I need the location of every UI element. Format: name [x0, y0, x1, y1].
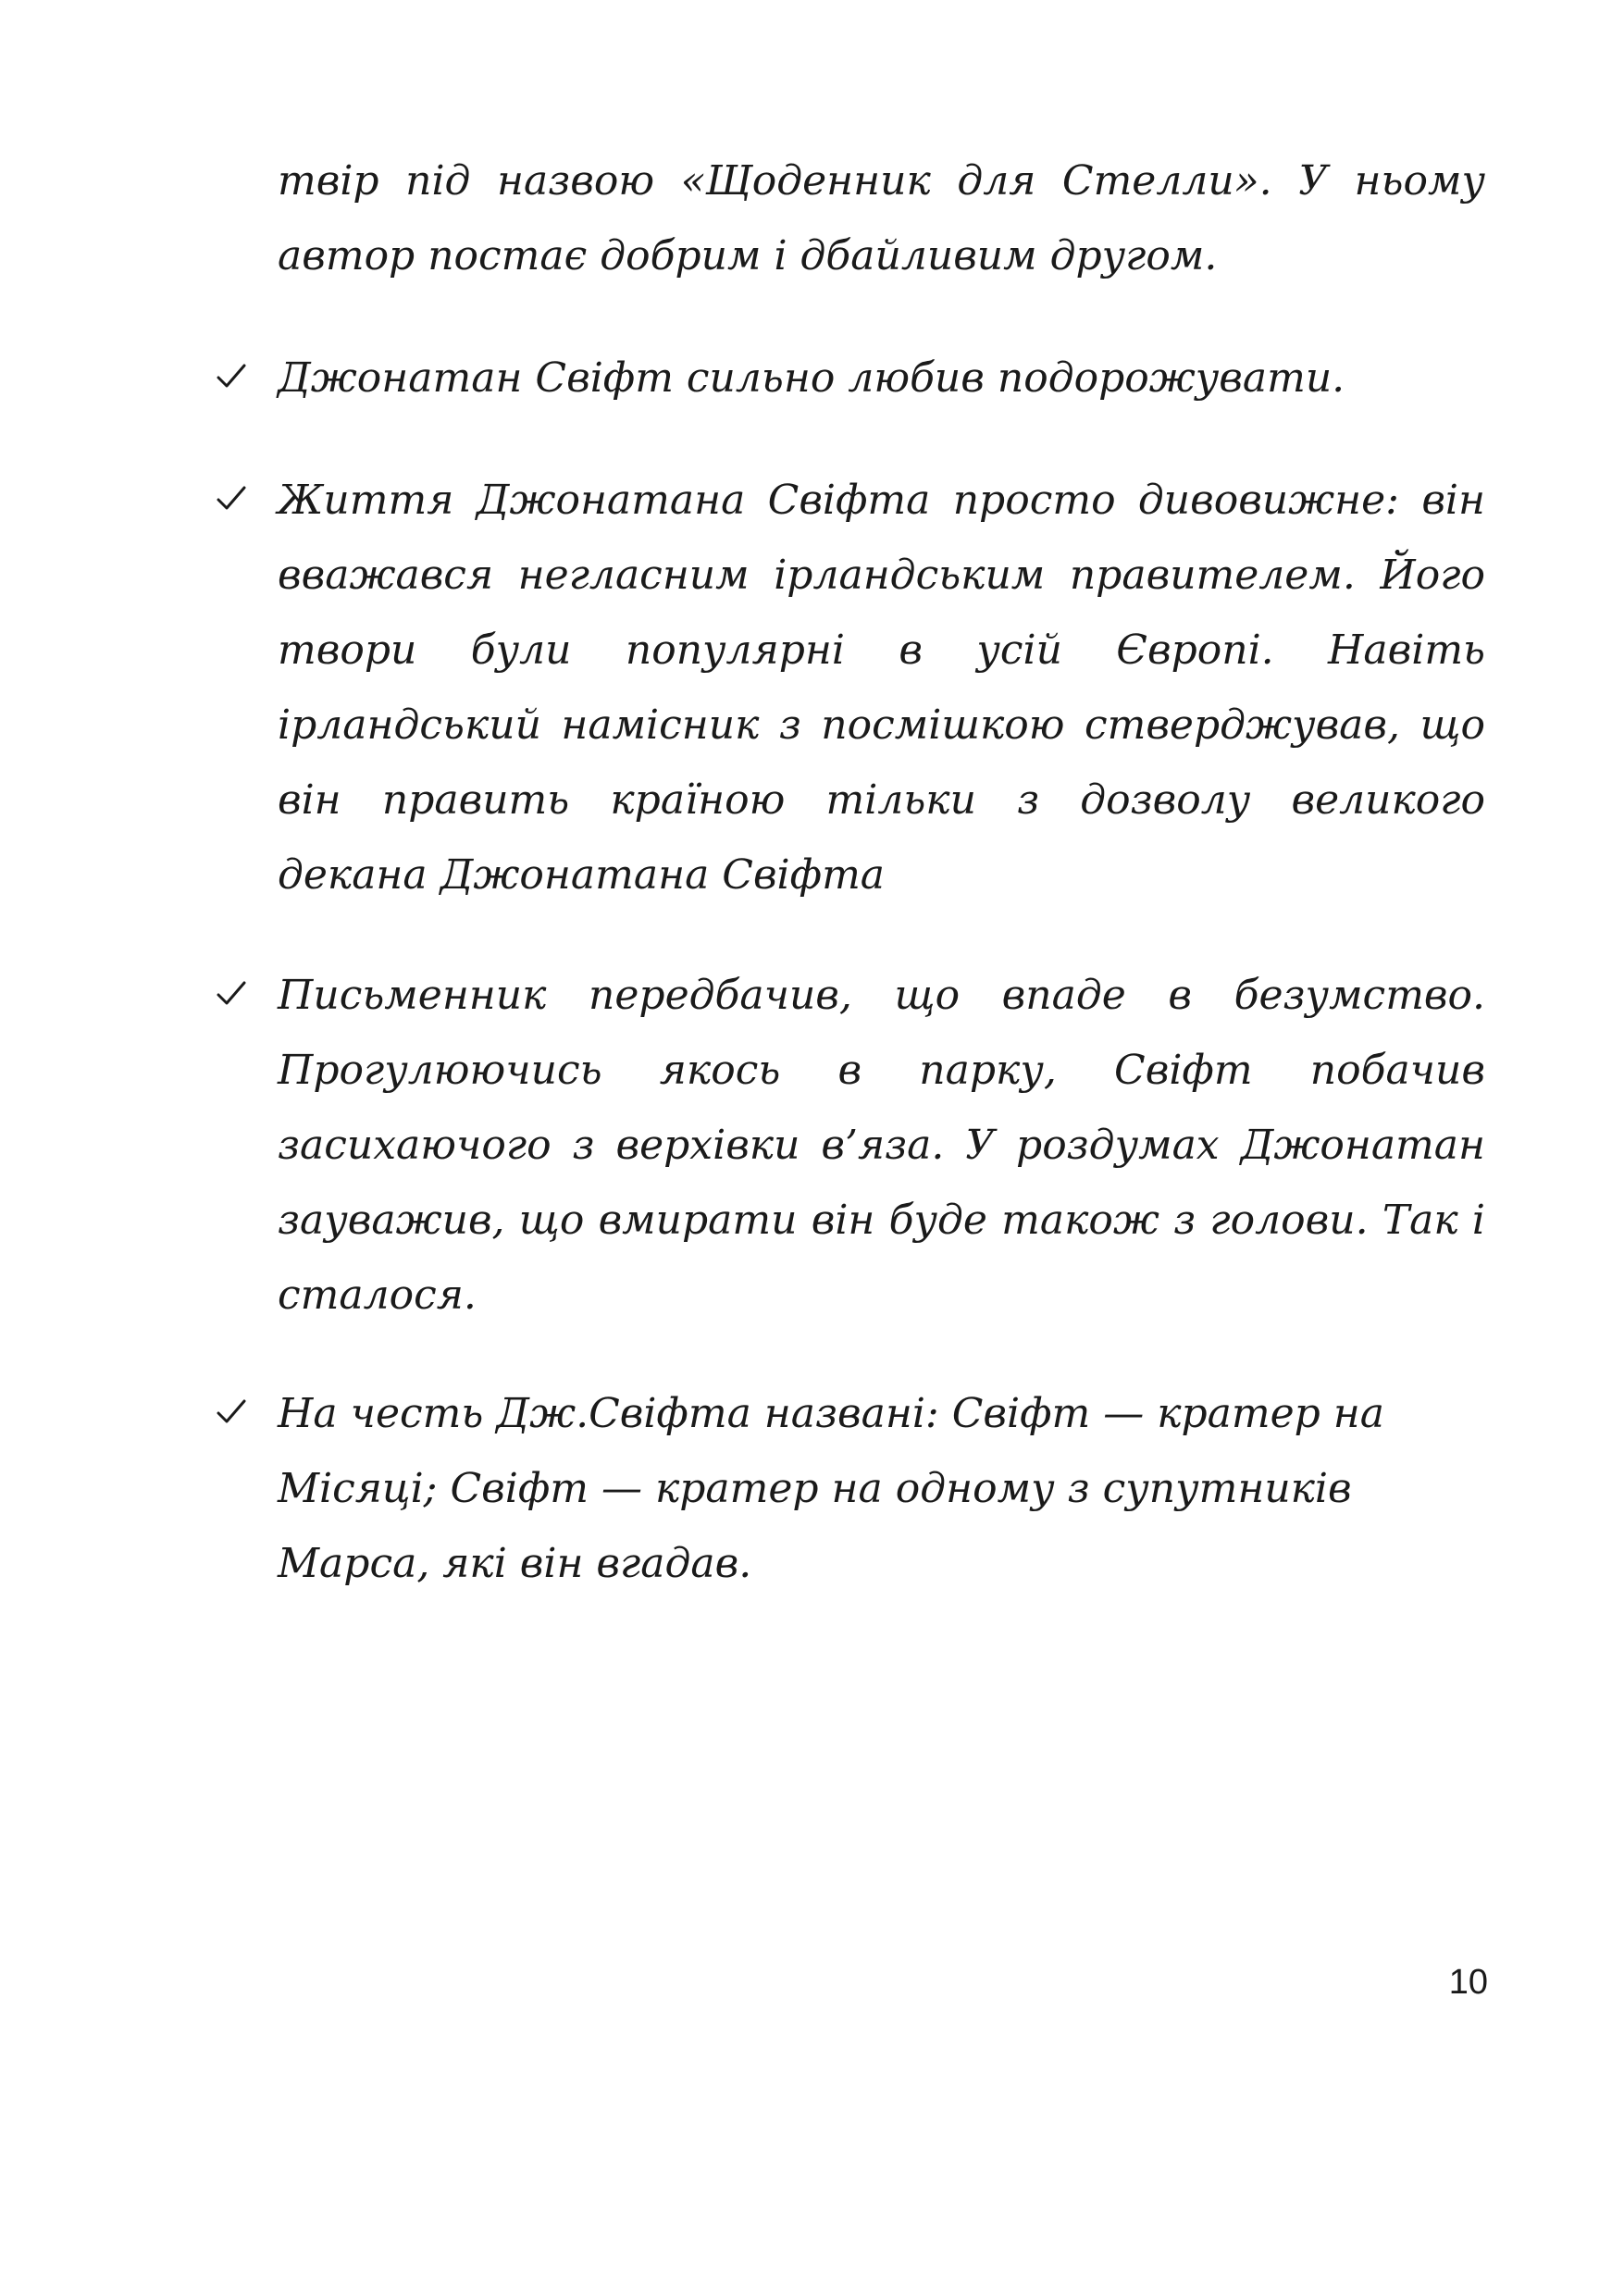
paragraph-line: Джонатан Свіфт сильно любив подорожувати. — [278, 354, 1345, 402]
paragraph-line: декана Джонатана Свіфта — [278, 851, 886, 899]
paragraph-line: твори були популярні в усій Європі. Навіть — [278, 627, 1485, 674]
checkmark-icon — [215, 360, 248, 393]
paragraph-line: Письменник передбачив, що впаде в безумство. — [278, 972, 1485, 1019]
paragraph-line: Прогулюючись якось в парку, Свіфт побачив — [278, 1047, 1485, 1094]
continuation-paragraph — [278, 143, 1485, 293]
bullet-item-travel — [278, 341, 1485, 416]
paragraph-line: Життя Джонатана Свіфта просто дивовижне: він — [278, 477, 1485, 524]
page-number: 10 — [1448, 1963, 1488, 2002]
bullet-item-craters — [278, 1376, 1485, 1601]
paragraph-line: сталося. — [278, 1272, 477, 1319]
bullet-item-madness — [278, 958, 1485, 1333]
bullet-item-life — [278, 463, 1485, 912]
paragraph-line: автор постає добрим і дбайливим другом. — [278, 232, 1218, 279]
paragraph-line: твір під назвою «Щоденник для Стелли». У ньому — [278, 157, 1485, 205]
paragraph-line: зауважив, що вмирати він буде також з голови. Так і — [278, 1197, 1485, 1244]
paragraph-line: Місяці; Свіфт — кратер на одному з супутників — [278, 1465, 1352, 1512]
paragraph-line: ірландський намісник з посмішкою стверджував, що — [278, 701, 1485, 749]
paragraph-line: він править країною тільки з дозволу великого — [278, 776, 1485, 824]
checkmark-icon — [215, 977, 248, 1011]
checkmark-icon — [215, 1396, 248, 1429]
checkmark-icon — [215, 482, 248, 515]
paragraph-line: На честь Дж.Свіфта названі: Свіфт — кратер на — [278, 1390, 1385, 1437]
paragraph-line: Марса, які він вгадав. — [278, 1540, 752, 1587]
paragraph-line: засихаючого з верхівки в’яза. У роздумах Джонатан — [278, 1122, 1485, 1169]
paragraph-line: вважався негласним ірландським правителем. Його — [278, 552, 1485, 599]
